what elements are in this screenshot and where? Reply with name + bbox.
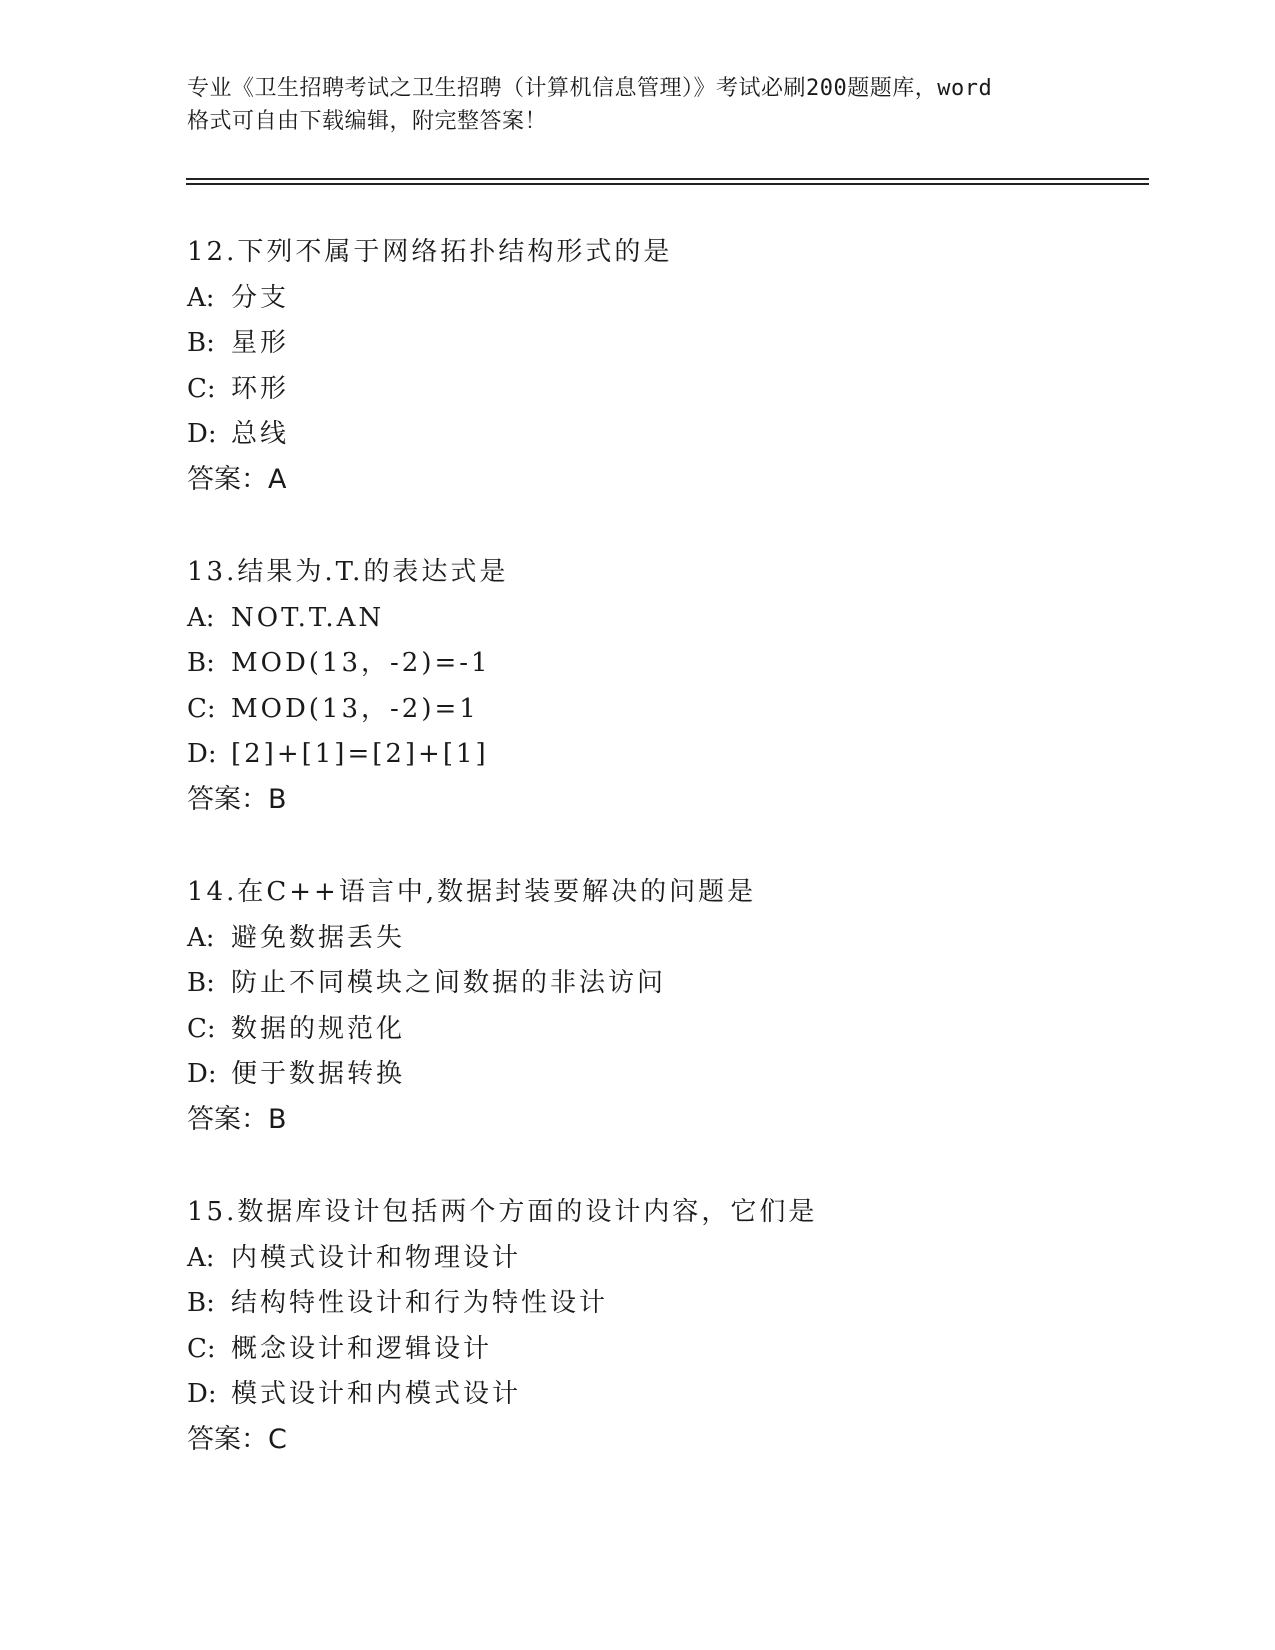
header-line-1: 专业《卫生招聘考试之卫生招聘（计算机信息管理）》考试必刷200题题库，word [187,76,993,101]
option-text: [2]+[1]=[2]+[1] [231,739,489,769]
option-text: 分支 [231,282,290,313]
option-text: NOT.T.AN [231,602,385,633]
option-text: 模式设计和内模式设计 [231,1379,522,1409]
option-d [187,417,1187,463]
option-key: D: [187,739,217,769]
option-key: C: [187,373,216,404]
option-key: C: [187,693,216,724]
option-text: 总线 [231,419,290,449]
option-key: C: [187,1013,216,1044]
option-b [187,646,1187,692]
question-15 [187,1195,1187,1515]
header-divider-top [186,178,1149,180]
option-text: MOD(13，-2)=1 [231,693,479,724]
option-b [187,1286,1187,1332]
option-text: 结构特性设计和行为特性设计 [231,1288,609,1318]
option-key: D: [187,1059,217,1089]
option-key: B: [187,648,215,678]
option-a [187,921,1187,967]
option-text: MOD(13，-2)=-1 [231,648,491,678]
option-d [187,737,1187,783]
option-b [187,326,1187,372]
answer-line: 答案：B [187,1103,287,1135]
option-text: 防止不同模块之间数据的非法访问 [231,968,667,998]
option-key: B: [187,328,215,358]
document-header [187,72,1087,138]
option-text: 内模式设计和物理设计 [231,1242,522,1273]
option-c [187,1012,1187,1058]
question-title: 12.下列不属于网络拓扑结构形式的是 [187,237,673,267]
answer-line: 答案：A [187,463,287,495]
option-c [187,692,1187,738]
question-title: 15.数据库设计包括两个方面的设计内容，它们是 [187,1197,818,1227]
option-a [187,601,1187,647]
option-text: 数据的规范化 [231,1013,406,1044]
option-key: A: [187,282,215,313]
option-key: A: [187,922,215,953]
option-key: D: [187,419,217,449]
question-list [187,235,1187,1515]
question-14 [187,875,1187,1195]
answer-line: 答案：B [187,783,287,815]
option-text: 概念设计和逻辑设计 [231,1333,493,1364]
option-b [187,966,1187,1012]
option-d [187,1377,1187,1423]
question-title: 13.结果为.T.的表达式是 [187,557,509,587]
option-key: A: [187,602,215,633]
option-text: 避免数据丢失 [231,922,406,953]
header-divider-bottom [186,183,1149,185]
question-13 [187,555,1187,875]
option-c [187,1332,1187,1378]
question-title: 14.在C++语言中,数据封装要解决的问题是 [187,877,757,907]
option-a [187,281,1187,327]
option-key: B: [187,1288,215,1318]
option-c [187,372,1187,418]
option-key: B: [187,968,215,998]
option-d [187,1057,1187,1103]
answer-line: 答案：C [187,1423,287,1455]
option-text: 环形 [231,373,290,404]
option-key: C: [187,1333,216,1364]
option-text: 星形 [231,328,290,358]
option-a [187,1241,1187,1287]
question-12 [187,235,1187,555]
option-key: A: [187,1242,215,1273]
header-line-2: 格式可自由下载编辑，附完整答案！ [187,109,548,134]
option-text: 便于数据转换 [231,1059,406,1089]
option-key: D: [187,1379,217,1409]
